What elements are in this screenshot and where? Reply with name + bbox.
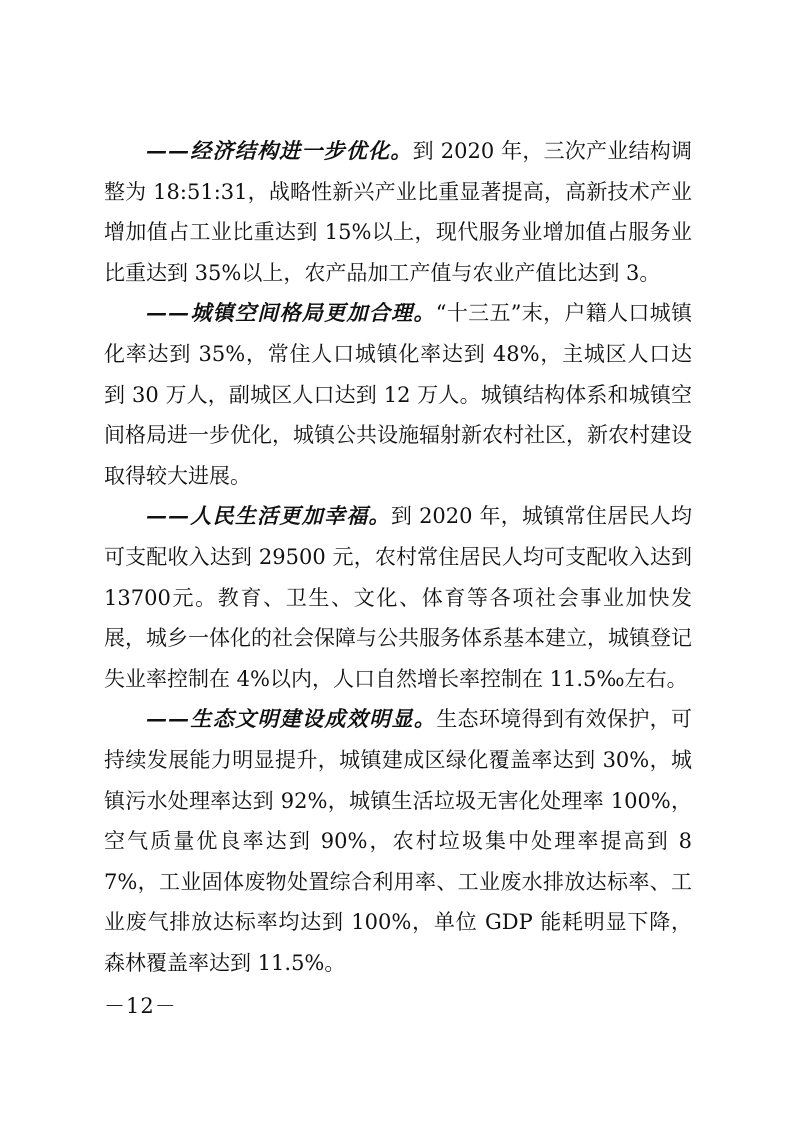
paragraph-lead-heading: ——人民生活更加幸福。 <box>146 503 391 529</box>
paragraph-body-text: “十三五”末，户籍人口城镇化率达到 35%，常住人口城镇化率达到 48%，主城区人口达到 30 万人，副城区人口达到 12 万人。城镇结构体系和城镇空间格局进一步优化，城镇公共设施辐射新农村社区，新农村建设取得较大进展。 <box>104 301 692 488</box>
paragraph-lead-heading: ——生态文明建设成效明显。 <box>146 706 437 732</box>
paragraph-urban-layout <box>104 293 692 496</box>
paragraph-lead-heading: ——经济结构进一步优化。 <box>146 138 413 163</box>
paragraph-ecological-civilization <box>104 699 692 983</box>
page-number: －12－ <box>104 994 177 1018</box>
paragraph-economic-structure <box>104 131 692 293</box>
paragraph-body-text: 到 2020 年，三次产业结构调整为 18:51:31，战略性新兴产业比重显著提高，高新技术产业增加值占工业比重达到 15%以上，现代服务业增加值占服务业比重达到 35%以上，农产品加工产值与农业产值比达到 3。 <box>104 139 693 285</box>
paragraph-people-livelihood <box>104 496 692 699</box>
paragraph-body-text: 生态环境得到有效保护，可持续发展能力明显提升，城镇建成区绿化覆盖率达到 30%，城镇污水处理率达到 92%，城镇生活垃圾无害化处理率 100%，空气质量优良率达到 90%，农村垃圾集中处理率提高到 87%，工业固体废物处置综合利用率、工业废水排放达标率、工业废气排放达标率均达到 100%，单位 GDP 能耗明显下降，森林覆盖率达到 11.5%。 <box>104 707 693 975</box>
paragraph-lead-heading: ——城镇空间格局更加合理。 <box>146 300 436 326</box>
paragraph-body-text: 到 2020 年，城镇常住居民人均可支配收入达到 29500 元，农村常住居民人均可支配收入达到 13700元。教育、卫生、文化、体育等各项社会事业加快发展，城乡一体化的社会保障与公共服务体系基本建立，城镇登记失业率控制在 4%以内，人口自然增长率控制在 11.5‰左右。 <box>104 504 693 691</box>
document-body <box>104 131 692 983</box>
